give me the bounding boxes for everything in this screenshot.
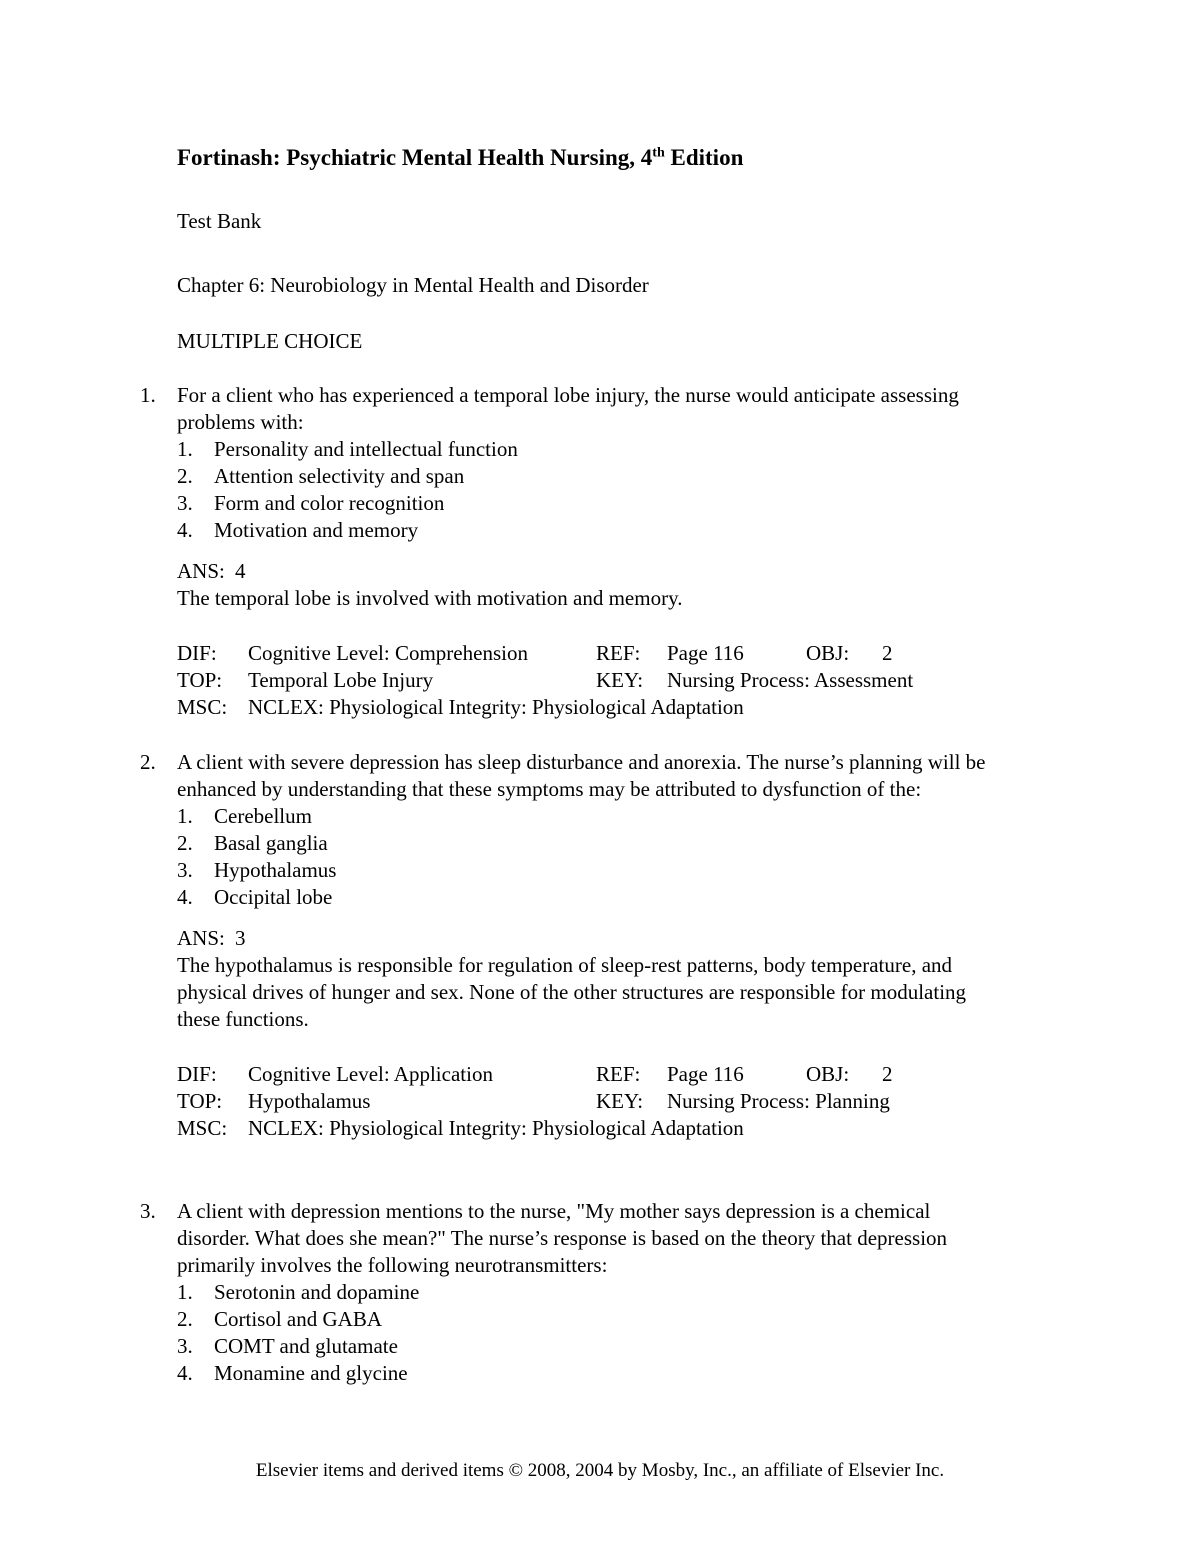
copyright-footer: Elsevier items and derived items © 2008, 2004 by Mosby, Inc., an affiliate of Elsevier Inc.: [255, 1460, 945, 1481]
key-value: Nursing Process: Planning: [667, 1089, 890, 1113]
option-2: 2. Attention selectivity and span: [177, 464, 465, 488]
answer-options: [177, 436, 1000, 544]
option-1: 1. Personality and intellectual function: [177, 437, 518, 461]
top-value: Hypothalamus: [248, 1089, 371, 1113]
msc-label: MSC:: [177, 695, 228, 719]
dif-label: DIF:: [177, 641, 217, 665]
msc-label: MSC:: [177, 1116, 228, 1140]
question-stem: A client with severe depression has sleep disturbance and anorexia. The nurse’s planning will be enhanced by understanding that these symptoms may be attributed to dysfunction of the:: [177, 750, 986, 801]
answer-block: [177, 558, 1000, 612]
top-label: TOP:: [177, 1089, 223, 1113]
document-subtitle: Test Bank: [177, 209, 262, 233]
ref-value: Page 116: [667, 641, 744, 665]
msc-value: NCLEX: Physiological Integrity: Physiological Adaptation: [248, 1116, 744, 1140]
title-superscript: th: [652, 145, 665, 161]
answer-block: [177, 925, 1000, 1033]
answer-label: ANS:: [177, 559, 225, 583]
question-metadata: [177, 640, 1000, 721]
top-label: TOP:: [177, 668, 223, 692]
dif-value: Cognitive Level: Application: [248, 1062, 493, 1086]
key-label: KEY:: [596, 1089, 644, 1113]
ref-label: REF:: [596, 1062, 641, 1086]
msc-value: NCLEX: Physiological Integrity: Physiological Adaptation: [248, 695, 744, 719]
option-1: 1. Cerebellum: [177, 804, 312, 828]
answer-value: 4: [235, 559, 246, 583]
title-main: Fortinash: Psychiatric Mental Health Nursing, 4: [177, 145, 653, 170]
dif-label: DIF:: [177, 1062, 217, 1086]
option-2: 2. Basal ganglia: [177, 831, 328, 855]
option-3: 3. Form and color recognition: [177, 491, 445, 515]
question-number: 1.: [140, 383, 156, 407]
title-tail: Edition: [664, 145, 744, 170]
question-2: [140, 749, 1000, 1142]
option-3: 3. Hypothalamus: [177, 858, 337, 882]
option-4: 4. Monamine and glycine: [177, 1361, 408, 1385]
question-metadata: [177, 1061, 1000, 1142]
option-4: 4. Occipital lobe: [177, 885, 333, 909]
key-value: Nursing Process: Assessment: [667, 668, 914, 692]
obj-label: OBJ:: [806, 1062, 850, 1086]
top-value: Temporal Lobe Injury: [248, 668, 434, 692]
question-number: 2.: [140, 750, 156, 774]
option-3: 3. COMT and glutamate: [177, 1334, 398, 1358]
dif-value: Cognitive Level: Comprehension: [248, 641, 528, 665]
answer-options: [177, 803, 1000, 911]
obj-value: 2: [882, 1062, 893, 1086]
answer-options: [177, 1279, 1000, 1387]
ref-label: REF:: [596, 641, 641, 665]
document-title: [177, 143, 743, 173]
question-stem: For a client who has experienced a temporal lobe injury, the nurse would anticipate assessing problems with:: [177, 383, 959, 434]
option-4: 4. Motivation and memory: [177, 518, 419, 542]
question-3: [140, 1198, 1000, 1387]
question-1: [140, 382, 1000, 721]
answer-label: ANS:: [177, 926, 225, 950]
section-heading: MULTIPLE CHOICE: [177, 329, 363, 353]
answer-value: 3: [235, 926, 246, 950]
answer-rationale: The temporal lobe is involved with motivation and memory.: [177, 586, 683, 610]
question-stem: A client with depression mentions to the nurse, "My mother says depression is a chemical disorder. What does she mean?" The nurse’s response is based on the theory that depression primarily involves the following neurotransmitters:: [177, 1199, 948, 1277]
ref-value: Page 116: [667, 1062, 744, 1086]
option-2: 2. Cortisol and GABA: [177, 1307, 382, 1331]
answer-rationale: The hypothalamus is responsible for regulation of sleep-rest patterns, body temperature, and physical drives of hunger and sex. None of the other structures are responsible for modulating these functions.: [177, 953, 967, 1031]
chapter-title: Chapter 6: Neurobiology in Mental Health and Disorder: [177, 273, 649, 297]
key-label: KEY:: [596, 668, 644, 692]
obj-label: OBJ:: [806, 641, 850, 665]
option-1: 1. Serotonin and dopamine: [177, 1280, 420, 1304]
question-number: 3.: [140, 1199, 156, 1223]
obj-value: 2: [882, 641, 893, 665]
